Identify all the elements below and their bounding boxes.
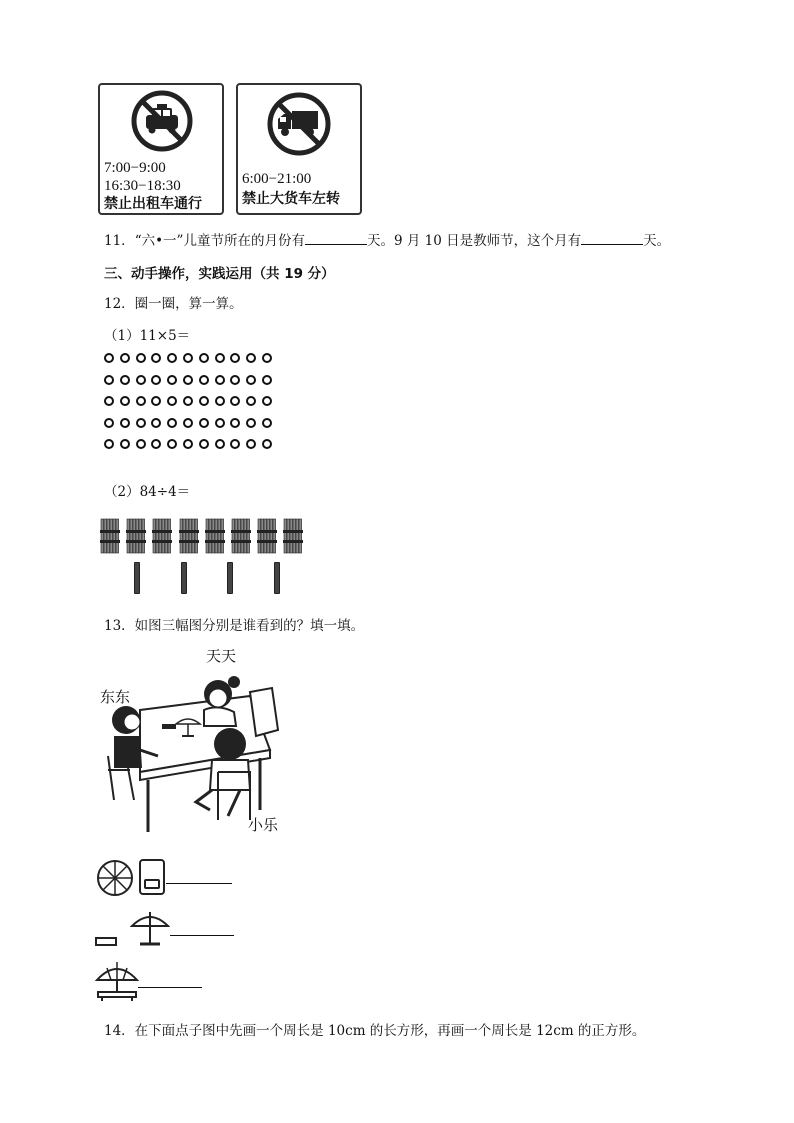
counting-dot — [151, 375, 161, 385]
counting-dot — [183, 396, 193, 406]
no-truck-icon — [266, 91, 332, 157]
counting-dot — [151, 418, 161, 428]
counting-dot — [151, 439, 161, 449]
counting-dot — [230, 439, 240, 449]
single-stick — [274, 562, 280, 594]
no-taxi-icon — [130, 89, 194, 153]
counting-dot — [104, 375, 114, 385]
counting-dot — [215, 396, 225, 406]
sign2-time1: 6:00−21:00 — [242, 171, 312, 187]
ten-stick-bundle — [283, 518, 303, 554]
counting-dot — [215, 418, 225, 428]
counting-dot — [104, 439, 114, 449]
counting-dot — [199, 375, 209, 385]
counting-dot — [120, 418, 130, 428]
q11-text-part1: “六•一”儿童节所在的月份有 — [134, 233, 305, 249]
counting-dot — [167, 353, 177, 363]
q11-number: 11． — [104, 233, 135, 249]
counting-dot — [120, 396, 130, 406]
counting-dot — [136, 396, 146, 406]
q11-answer-blank-2[interactable] — [581, 232, 643, 245]
ten-stick-bundle — [179, 518, 199, 554]
counting-dot — [230, 353, 240, 363]
counting-dot — [183, 375, 193, 385]
sign2-caption: 禁止大货车左转 — [242, 191, 340, 207]
counting-dot — [230, 418, 240, 428]
counting-dot — [230, 375, 240, 385]
chair-back-view-icon — [138, 858, 166, 896]
counting-dot — [151, 353, 161, 363]
umbrella-front-view-icon — [94, 958, 140, 1002]
ten-stick-bundle — [100, 518, 120, 554]
counting-dot — [167, 396, 177, 406]
ten-stick-bundle — [152, 518, 172, 554]
counting-dot — [230, 396, 240, 406]
counting-dot — [183, 353, 193, 363]
bundle-row[interactable] — [100, 518, 320, 558]
counting-dot — [120, 439, 130, 449]
counting-dot — [199, 418, 209, 428]
counting-dot — [215, 375, 225, 385]
question-12-sub2: （2）84÷4＝ — [104, 484, 191, 500]
counting-dot — [262, 418, 272, 428]
counting-dot — [246, 439, 256, 449]
counting-dot — [199, 439, 209, 449]
single-stick — [181, 562, 187, 594]
counting-dot — [167, 439, 177, 449]
q11-text-part3: 天。 — [643, 233, 671, 249]
single-stick — [227, 562, 233, 594]
name-xiaole: 小乐 — [248, 816, 279, 834]
counting-dot — [183, 439, 193, 449]
counting-dot — [151, 396, 161, 406]
umbrella-side-view-icon — [94, 908, 170, 950]
question-12-title: 12．圈一圈，算一算。 — [104, 296, 243, 312]
ten-stick-bundle — [257, 518, 277, 554]
sign1-caption: 禁止出租车通行 — [104, 196, 202, 212]
counting-dot — [104, 353, 114, 363]
question-14-title: 14．在下面点子图中先画一个周长是 10cm 的长方形，再画一个周长是 12cm 的正方形。 — [104, 1023, 646, 1039]
table-scene-illustration — [100, 660, 290, 840]
name-tiantian: 天天 — [206, 647, 237, 665]
counting-dot — [199, 396, 209, 406]
question-12-sub1: （1）11×5＝ — [104, 328, 191, 344]
counting-dot — [136, 418, 146, 428]
single-stick — [134, 562, 140, 594]
counting-dot — [215, 353, 225, 363]
view-3-answer-line[interactable] — [138, 987, 202, 988]
wheel-view-icon — [95, 858, 135, 898]
counting-dot — [246, 375, 256, 385]
stick-row[interactable] — [100, 562, 320, 596]
no-truck-sign — [236, 83, 362, 215]
counting-dot — [215, 439, 225, 449]
counting-dot — [136, 353, 146, 363]
counting-dot — [136, 375, 146, 385]
counting-dot — [104, 418, 114, 428]
view-1-answer-line[interactable] — [166, 883, 232, 884]
view-2-answer-line[interactable] — [170, 935, 234, 936]
counting-dot — [262, 396, 272, 406]
counting-dot — [199, 353, 209, 363]
question-13-title: 13．如图三幅图分别是谁看到的？填一填。 — [104, 618, 365, 634]
section-3-heading: 三、动手操作，实践运用（共 19 分） — [104, 266, 335, 282]
question-11 — [104, 229, 670, 249]
counting-dot — [262, 353, 272, 363]
sign1-time2: 16:30−18:30 — [104, 178, 181, 194]
counting-dot — [246, 353, 256, 363]
dot-grid[interactable] — [104, 353, 284, 453]
counting-dot — [262, 375, 272, 385]
ten-stick-bundle — [126, 518, 146, 554]
sign1-time1: 7:00−9:00 — [104, 160, 166, 176]
counting-dot — [183, 418, 193, 428]
counting-dot — [104, 396, 114, 406]
counting-dot — [167, 375, 177, 385]
no-taxi-sign — [98, 83, 224, 215]
ten-stick-bundle — [231, 518, 251, 554]
counting-dot — [262, 439, 272, 449]
counting-dot — [120, 353, 130, 363]
counting-dot — [120, 375, 130, 385]
counting-dot — [167, 418, 177, 428]
q11-answer-blank-1[interactable] — [305, 232, 367, 245]
ten-stick-bundle — [205, 518, 225, 554]
q11-text-part2: 天。9 月 10 日是教师节，这个月有 — [366, 233, 582, 249]
name-dongdong: 东东 — [100, 688, 131, 706]
counting-dot — [136, 439, 146, 449]
counting-dot — [246, 396, 256, 406]
counting-dot — [246, 418, 256, 428]
